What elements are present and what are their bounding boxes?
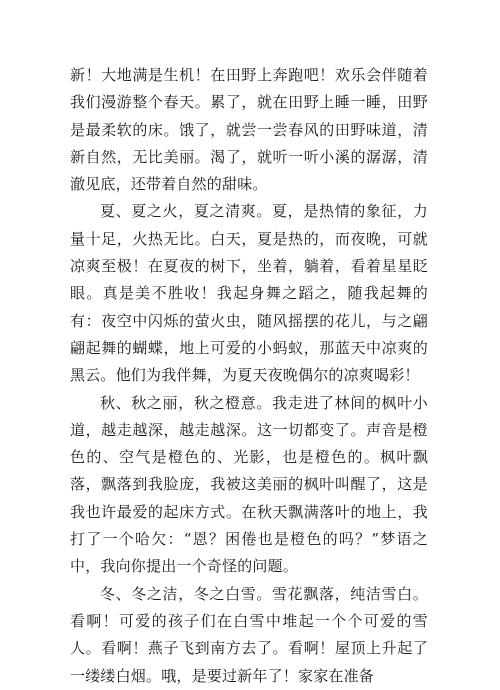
paragraph-autumn: 秋、秋之丽，秋之橙意。我走进了林间的枫叶小道，越走越深，越走越深。这一切都变了。声音是橙色的、空气是橙色的、光影，也是橙色的。枫叶飘落，飘落到我脸庞，我被这美丽的枫叶叫醒了，这是我也许最爱的起床方式。在秋天飘满落叶的地上，我打了一个哈欠：“恩？困倦也是橙色的吗？”梦语之中，我向你提出一个奇怪的问题。 — [70, 393, 428, 576]
paragraph-winter: 冬、冬之洁，冬之白雪。雪花飘落，纯洁雪白。看啊！可爱的孩子们在白雪中堆起一个个可爱的雪人。看啊！燕子飞到南方去了。看啊！屋顶上升起了一缕缕白烟。哦，是要过新年了！家家在准备 — [70, 584, 428, 685]
paragraph-spring-continued: 新！大地满是生机！在田野上奔跑吧！欢乐会伴随着我们漫游整个春天。累了，就在田野上睡一睡，田野是最柔软的床。饿了，就尝一尝春风的田野味道，清新自然，无比美丽。渴了，就听一听小溪的潺潺，清澈见底，还带着自然的甜味。 — [70, 66, 428, 194]
essay-body — [70, 62, 428, 690]
paragraph-summer: 夏、夏之火，夏之清爽。夏，是热情的象征，力量十足，火热无比。白天，夏是热的，而夜晚，可就凉爽至极！在夏夜的树下，坐着，躺着，看着星星眨眼。真是美不胜收！我起身舞之蹈之，随我起舞的有：夜空中闪烁的萤火虫，随风摇摆的花儿，与之翩翩起舞的蝴蝶，地上可爱的小蚂蚁，那蓝天中凉爽的黑云。他们为我伴舞，为夏天夜晚偶尔的凉爽喝彩！ — [70, 202, 428, 385]
